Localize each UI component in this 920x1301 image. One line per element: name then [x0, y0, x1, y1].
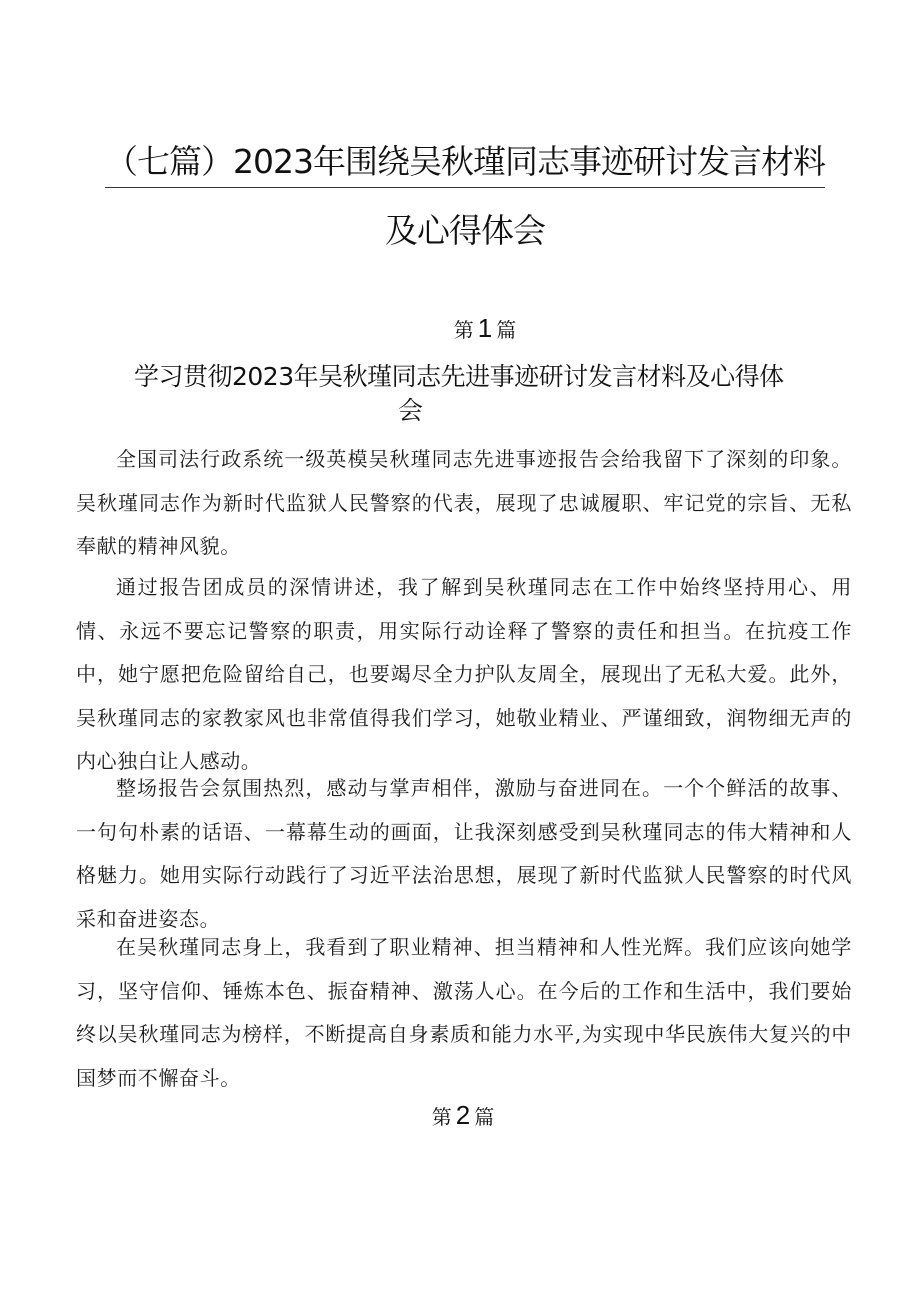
- section-2-heading: [418, 1100, 508, 1131]
- section-2-suffix: 篇: [474, 1105, 495, 1129]
- section-1-heading: [440, 313, 530, 344]
- section-1-paragraph: 整场报告会氛围热烈，感动与掌声相伴，激励与奋进同在。一个个鲜活的故事、一句句朴素的话语、一幕幕生动的画面，让我深刻感受到吴秋瑾同志的伟大精神和人格魅力。她用实际行动践行了习近平法治思想，展现了新时代监狱人民警察的时代风采和奋进姿态。: [76, 776, 852, 931]
- section-1-prefix: 第: [453, 318, 474, 342]
- section-2-number: 2: [455, 1100, 471, 1130]
- section-1-subtitle-line1: 学习贯彻2023年吴秋瑾同志先进事迹研讨发言材料及心得体: [134, 362, 784, 391]
- section-1-paragraph: 全国司法行政系统一级英模吴秋瑾同志先进事迹报告会给我留下了深刻的印象。吴秋瑾同志作为新时代监狱人民警察的代表，展现了忠诚履职、牢记党的宗旨、无私奉献的精神风貌。: [76, 447, 852, 558]
- section-1-paragraph: 通过报告团成员的深情讲述，我了解到吴秋瑾同志在工作中始终坚持用心、用情、永远不要忘记警察的职责，用实际行动诠释了警察的责任和担当。在抗疫工作中，她宁愿把危险留给自己，也要竭尽全力护队友周全，展现出了无私大爱。此外，吴秋瑾同志的家教家风也非常值得我们学习，她敬业精业、严谨细致，润物细无声的内心独白让人感动。: [76, 575, 852, 773]
- document-title-line1: （七篇）2023年围绕吴秋瑾同志事迹研讨发言材料: [105, 136, 825, 188]
- section-1-paragraph: 在吴秋瑾同志身上，我看到了职业精神、担当精神和人性光辉。我们应该向她学习，坚守信仰、锤炼本色、振奋精神、激荡人心。在今后的工作和生活中，我们要始终以吴秋瑾同志为榜样，不断提高自身素质和能力水平,为实现中华民族伟大复兴的中国梦而不懈奋斗。: [76, 935, 852, 1090]
- document-title-line2: 及心得体会: [385, 211, 545, 250]
- section-2-prefix: 第: [431, 1105, 452, 1129]
- section-1-subtitle-line2: 会: [398, 396, 423, 425]
- section-1-number: 1: [477, 313, 493, 343]
- section-1-suffix: 篇: [496, 318, 517, 342]
